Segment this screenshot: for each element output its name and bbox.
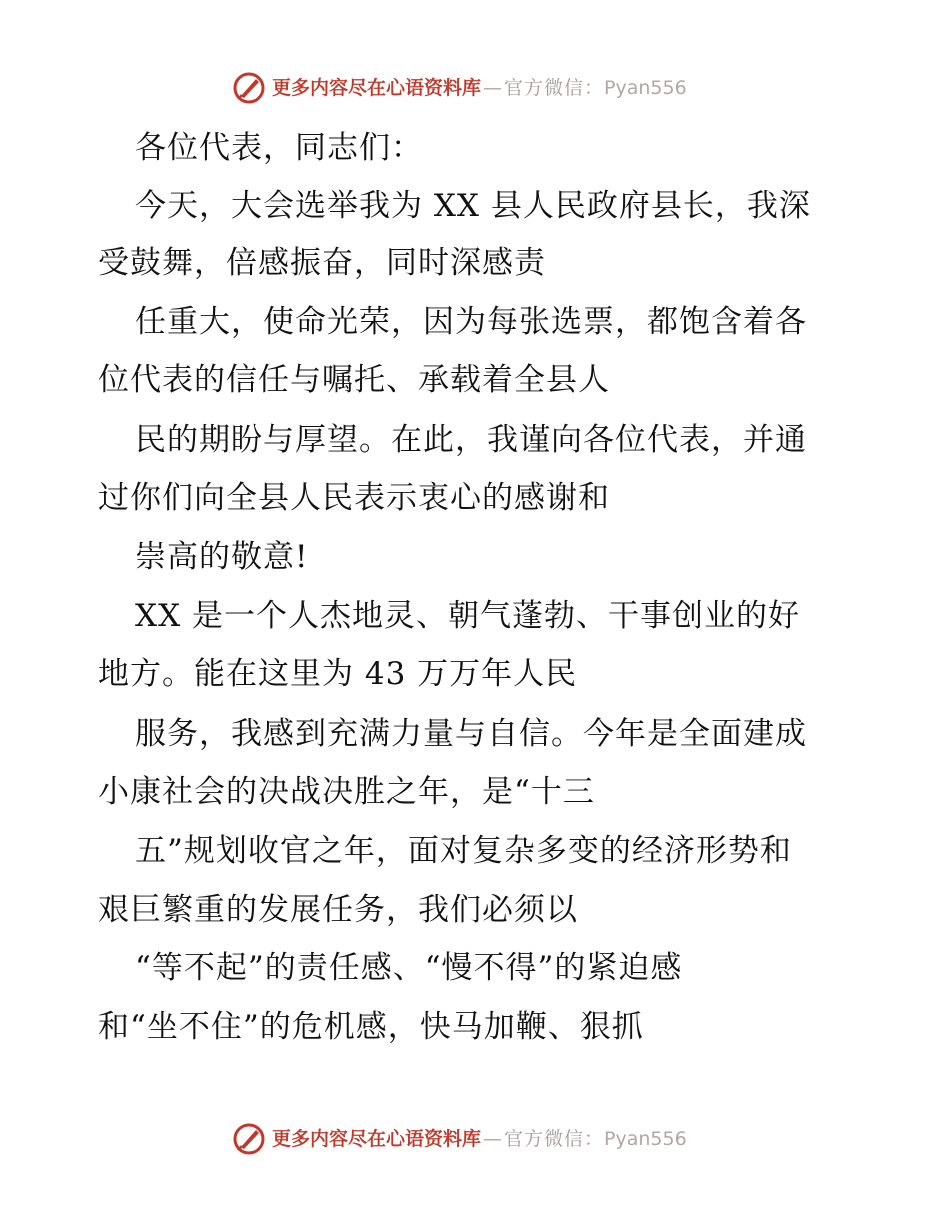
watermark-wechat-id: Pyan556: [604, 1127, 687, 1150]
doc-line: 任重大，使命光荣，因为每张选票，都饱含着各: [135, 304, 807, 340]
doc-line: 各位代表，同志们：: [135, 130, 423, 166]
doc-line: 受鼓舞，倍感振奋，同时深感责: [98, 245, 546, 281]
doc-line: 小康社会的决战决胜之年，是“十三: [98, 774, 595, 810]
quill-pen-logo-icon: [232, 71, 266, 105]
watermark-sub-text: 官方微信：: [504, 1127, 605, 1150]
header-watermark: [232, 70, 752, 106]
doc-line: 崇高的敬意!: [135, 539, 309, 575]
watermark-sub-text: 官方微信：: [504, 76, 605, 99]
doc-line: 服务，我感到充满力量与自信。今年是全面建成: [135, 716, 807, 752]
watermark-separator: —: [483, 76, 503, 99]
doc-line: 五”规划收官之年，面对复杂多变的经济形势和: [135, 833, 792, 869]
doc-line: 过你们向全县人民表示衷心的感谢和: [98, 480, 610, 516]
doc-line: 和“坐不住”的危机感，快马加鞭、狠抓: [98, 1009, 644, 1045]
doc-line: “等不起”的责任感、“慢不得”的紧迫感: [135, 950, 683, 986]
doc-line: 民的期盼与厚望。在此，我谨向各位代表，并通: [135, 422, 807, 458]
watermark-wechat-id: Pyan556: [604, 76, 687, 99]
footer-watermark: [232, 1121, 752, 1157]
doc-line: XX 是一个人杰地灵、朝气蓬勃、干事创业的好: [135, 598, 800, 634]
watermark-main-text: 更多内容尽在心语资料库: [272, 76, 482, 99]
doc-line: 艰巨繁重的发展任务，我们必须以: [98, 892, 578, 928]
doc-line: 今天，大会选举我为 XX 县人民政府县长，我深: [135, 188, 811, 224]
doc-line: 位代表的信任与嘱托、承载着全县人: [98, 362, 610, 398]
watermark-main-text: 更多内容尽在心语资料库: [272, 1127, 482, 1150]
quill-pen-logo-icon: [232, 1122, 266, 1156]
doc-line: 地方。能在这里为 43 万万年人民: [98, 656, 578, 692]
watermark-separator: —: [483, 1127, 503, 1150]
